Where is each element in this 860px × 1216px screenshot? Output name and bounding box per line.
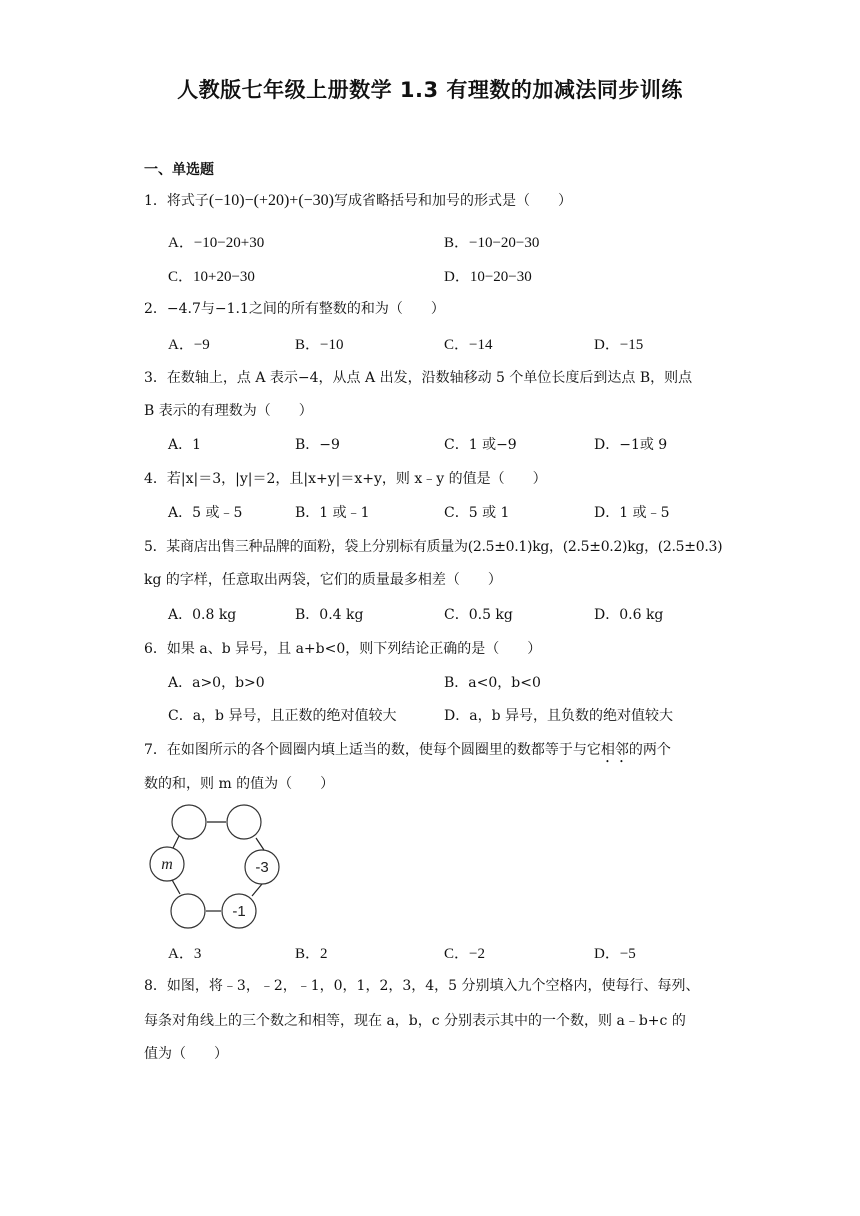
question-3-option-a[interactable]: A．1 (168, 437, 202, 453)
question-4-option-d[interactable]: D．1 或﹣5 (594, 505, 670, 521)
question-4-option-c[interactable]: C．5 或 1 (444, 505, 510, 521)
question-7-option-c[interactable]: C．−2 (444, 946, 485, 962)
circle-label-minus-3: -3 (255, 859, 269, 876)
question-7-line-2: 数的和，则 m 的值为（ ） (144, 776, 335, 792)
question-1-option-c[interactable]: C．10+20−30 (168, 269, 255, 285)
page-title: 人教版七年级上册数学 1.3 有理数的加减法同步训练 (177, 78, 683, 102)
question-7-emphasis: 相邻 (600, 742, 629, 758)
question-7-option-d[interactable]: D．−5 (594, 946, 636, 962)
circle-label-minus-1: -1 (232, 903, 246, 920)
question-5-option-d[interactable]: D．0.6 kg (594, 607, 664, 623)
question-1-option-b[interactable]: B．−10−20−30 (444, 235, 540, 251)
question-1-option-d[interactable]: D．10−20−30 (444, 269, 532, 285)
circle-top-left (172, 805, 206, 839)
question-5-option-c[interactable]: C．0.5 kg (444, 607, 513, 623)
question-5-option-b[interactable]: B．0.4 kg (295, 607, 364, 623)
question-1-prefix: 1．将式子 (144, 193, 209, 209)
question-4-option-a[interactable]: A．5 或﹣5 (168, 505, 243, 521)
circle-ring-figure (144, 800, 284, 940)
circle-bottom-left (171, 894, 205, 928)
connector-line (252, 884, 262, 896)
question-6-option-b[interactable]: B．a<0，b<0 (444, 675, 541, 691)
circle-label-m: m (161, 856, 173, 873)
section-heading: 一、单选题 (144, 162, 214, 178)
question-1 (144, 190, 572, 210)
question-7-line-1-end: 的两个 (628, 742, 671, 758)
question-2-option-d[interactable]: D．−15 (594, 337, 644, 353)
question-8-line-2: 每条对角线上的三个数之和相等，现在 a，b，c 分别表示其中的一个数，则 a﹣b+c 的 (144, 1013, 686, 1029)
connector-line (256, 838, 264, 850)
question-7-option-b[interactable]: B．2 (295, 946, 328, 962)
question-1-option-a[interactable]: A．−10−20+30 (168, 235, 265, 251)
question-2-option-b[interactable]: B．−10 (295, 337, 344, 353)
question-3-option-b[interactable]: B．−9 (295, 437, 340, 453)
question-5-line-1: 5．某商店出售三种品牌的面粉，袋上分别标有质量为(2.5±0.1)kg，(2.5±0.2)kg，(2.5±0.3) (144, 539, 723, 555)
question-4-option-b[interactable]: B．1 或﹣1 (295, 505, 370, 521)
question-8-line-3: 值为（ ） (144, 1046, 228, 1062)
question-6-option-d[interactable]: D．a，b 异号，且负数的绝对值较大 (444, 708, 673, 724)
question-4: 4．若|x|＝3，|y|＝2，且|x+y|＝x+y，则 x﹣y 的值是（ ） (144, 471, 547, 487)
question-3-line-2: B 表示的有理数为（ ） (144, 403, 313, 419)
question-6: 6．如果 a、b 异号，且 a+b<0，则下列结论正确的是（ ） (144, 641, 542, 657)
question-8-line-1: 8．如图，将﹣3，﹣2，﹣1，0，1，2，3，4，5 分别填入九个空格内，使每行、每列、 (144, 978, 700, 994)
question-5-line-2: kg 的字样，任意取出两袋，它们的质量最多相差（ ） (144, 572, 502, 588)
question-6-option-a[interactable]: A．a>0，b>0 (168, 675, 265, 691)
question-3-option-d[interactable]: D．−1或 9 (594, 437, 668, 453)
question-2-option-c[interactable]: C．−14 (444, 337, 493, 353)
circle-top-right (227, 805, 261, 839)
question-7-line-1-start: 7．在如图所示的各个圆圈内填上适当的数，使每个圆圈里的数都等于与它 (144, 742, 601, 758)
question-3-option-c[interactable]: C．1 或−9 (444, 437, 517, 453)
question-7-line-1 (144, 739, 671, 766)
question-6-option-c[interactable]: C．a，b 异号，且正数的绝对值较大 (168, 708, 397, 724)
question-5-option-a[interactable]: A．0.8 kg (168, 607, 237, 623)
question-3-line-1: 3．在数轴上，点 A 表示−4，从点 A 出发，沿数轴移动 5 个单位长度后到达点 B，则点 (144, 370, 693, 386)
question-1-suffix: 写成省略括号和加号的形式是（ ） (334, 193, 573, 209)
question-1-expression: (−10)−(+20)+(−30) (208, 192, 335, 209)
question-2-option-a[interactable]: A．−9 (168, 337, 210, 353)
question-7-option-a[interactable]: A．3 (168, 946, 202, 962)
question-2: 2．−4.7与−1.1之间的所有整数的和为（ ） (144, 301, 445, 317)
